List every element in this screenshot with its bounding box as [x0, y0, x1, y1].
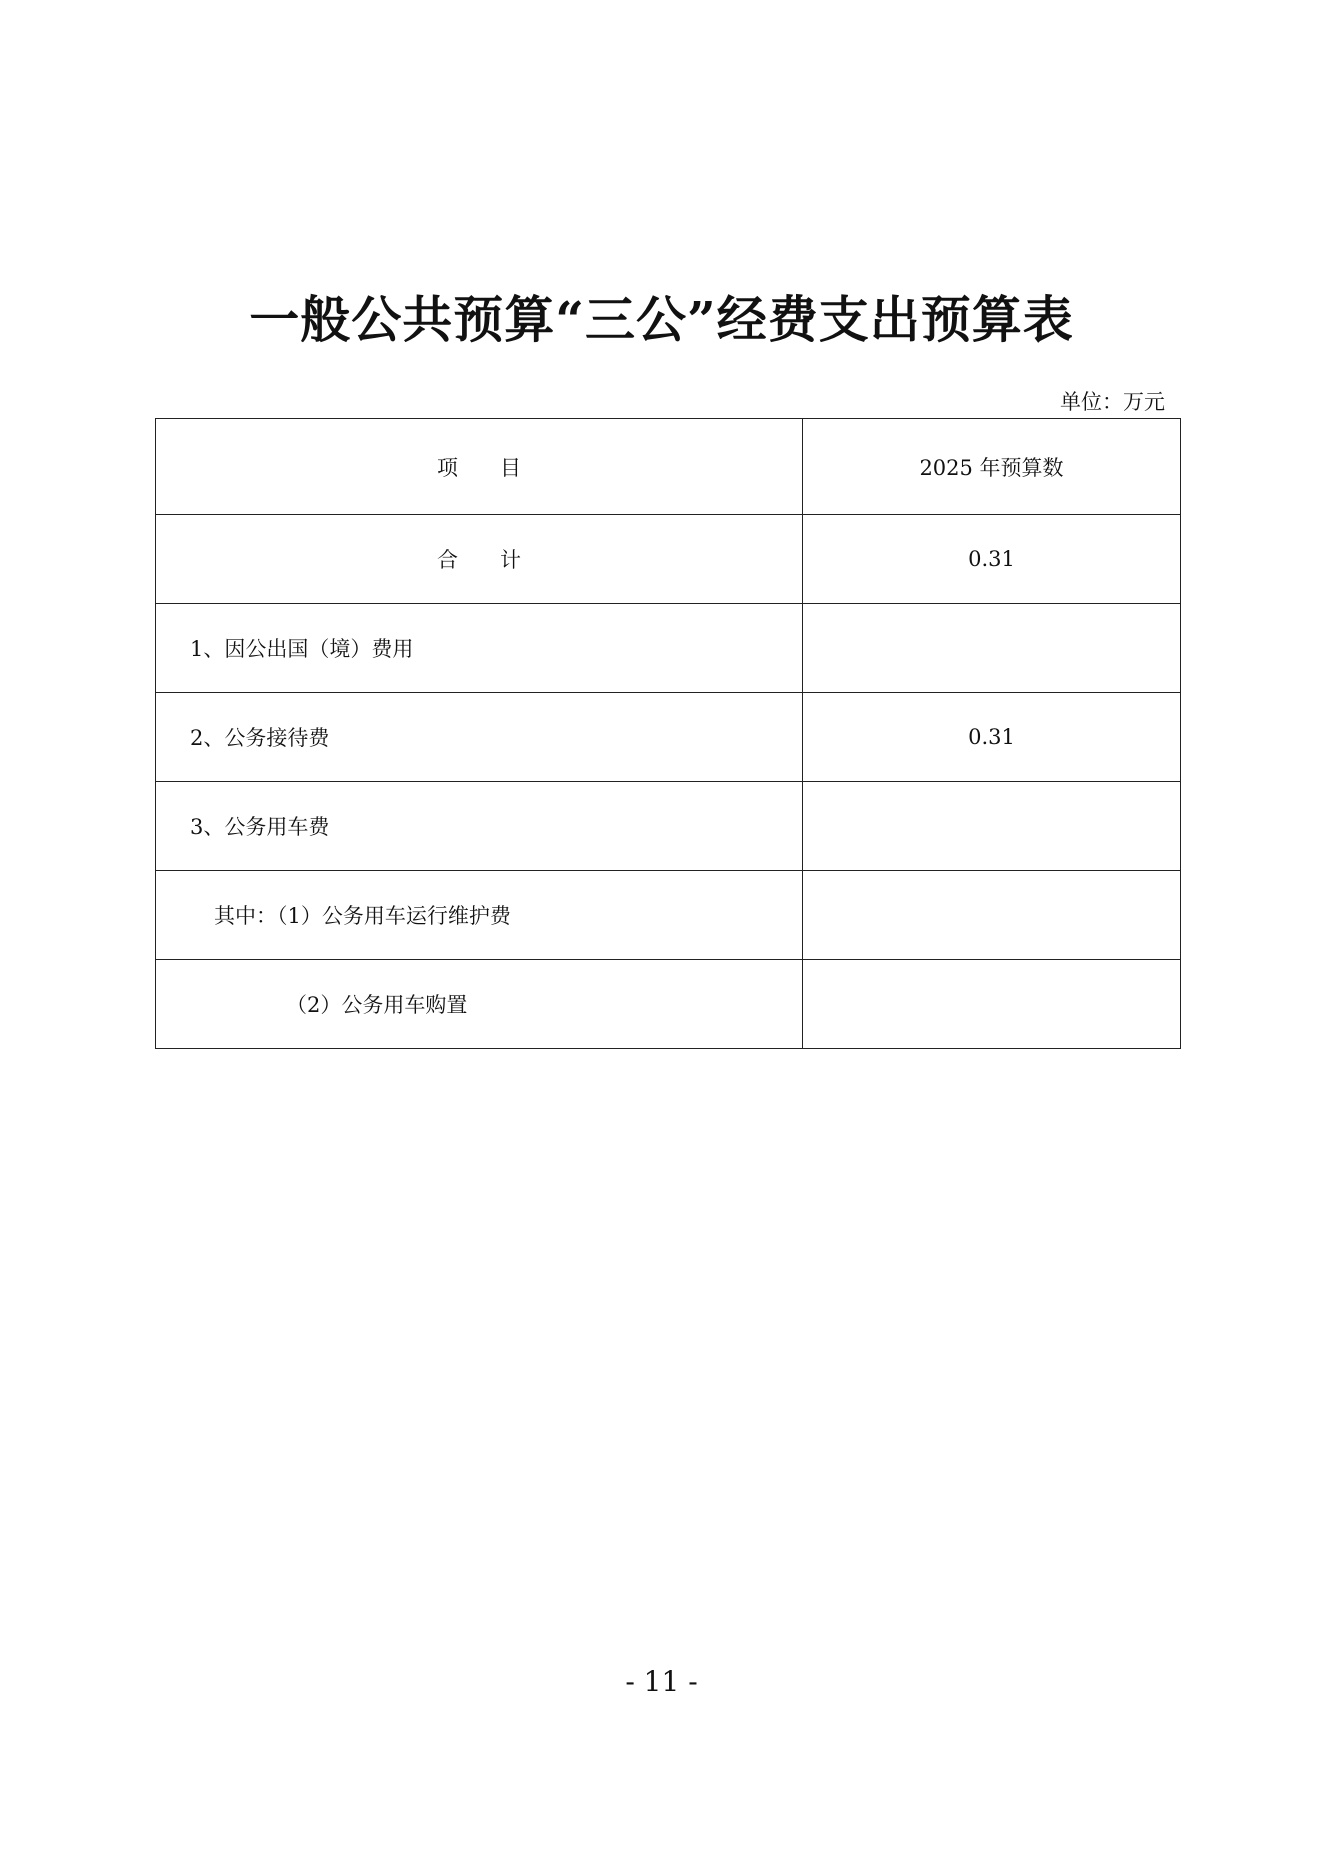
table-row [156, 960, 1181, 1049]
row-item-vehicle-purchase: （2）公务用车购置 [156, 960, 803, 1049]
row-value-overseas [803, 604, 1181, 693]
row-value-vehicle-purchase [803, 960, 1181, 1049]
budget-table [155, 418, 1181, 1049]
row-item-vehicle-maintenance: 其中：（1）公务用车运行维护费 [156, 871, 803, 960]
row-value-vehicle-maintenance [803, 871, 1181, 960]
row-item-vehicle: 3、公务用车费 [156, 782, 803, 871]
row-item-total: 合 计 [156, 515, 803, 604]
header-value: 2025 年预算数 [803, 419, 1181, 515]
table-row [156, 782, 1181, 871]
table-header-row [156, 419, 1181, 515]
page-number: - 11 - [625, 1665, 698, 1698]
row-value-reception: 0.31 [803, 693, 1181, 782]
header-item: 项 目 [156, 419, 803, 515]
page-title: 一般公共预算“三公”经费支出预算表 [249, 290, 1074, 349]
table-row [156, 693, 1181, 782]
table-row-total [156, 515, 1181, 604]
row-item-reception: 2、公务接待费 [156, 693, 803, 782]
row-item-overseas: 1、因公出国（境）费用 [156, 604, 803, 693]
row-value-vehicle [803, 782, 1181, 871]
table-row [156, 604, 1181, 693]
unit-label: 单位：万元 [1060, 390, 1165, 414]
table-row [156, 871, 1181, 960]
row-value-total: 0.31 [803, 515, 1181, 604]
